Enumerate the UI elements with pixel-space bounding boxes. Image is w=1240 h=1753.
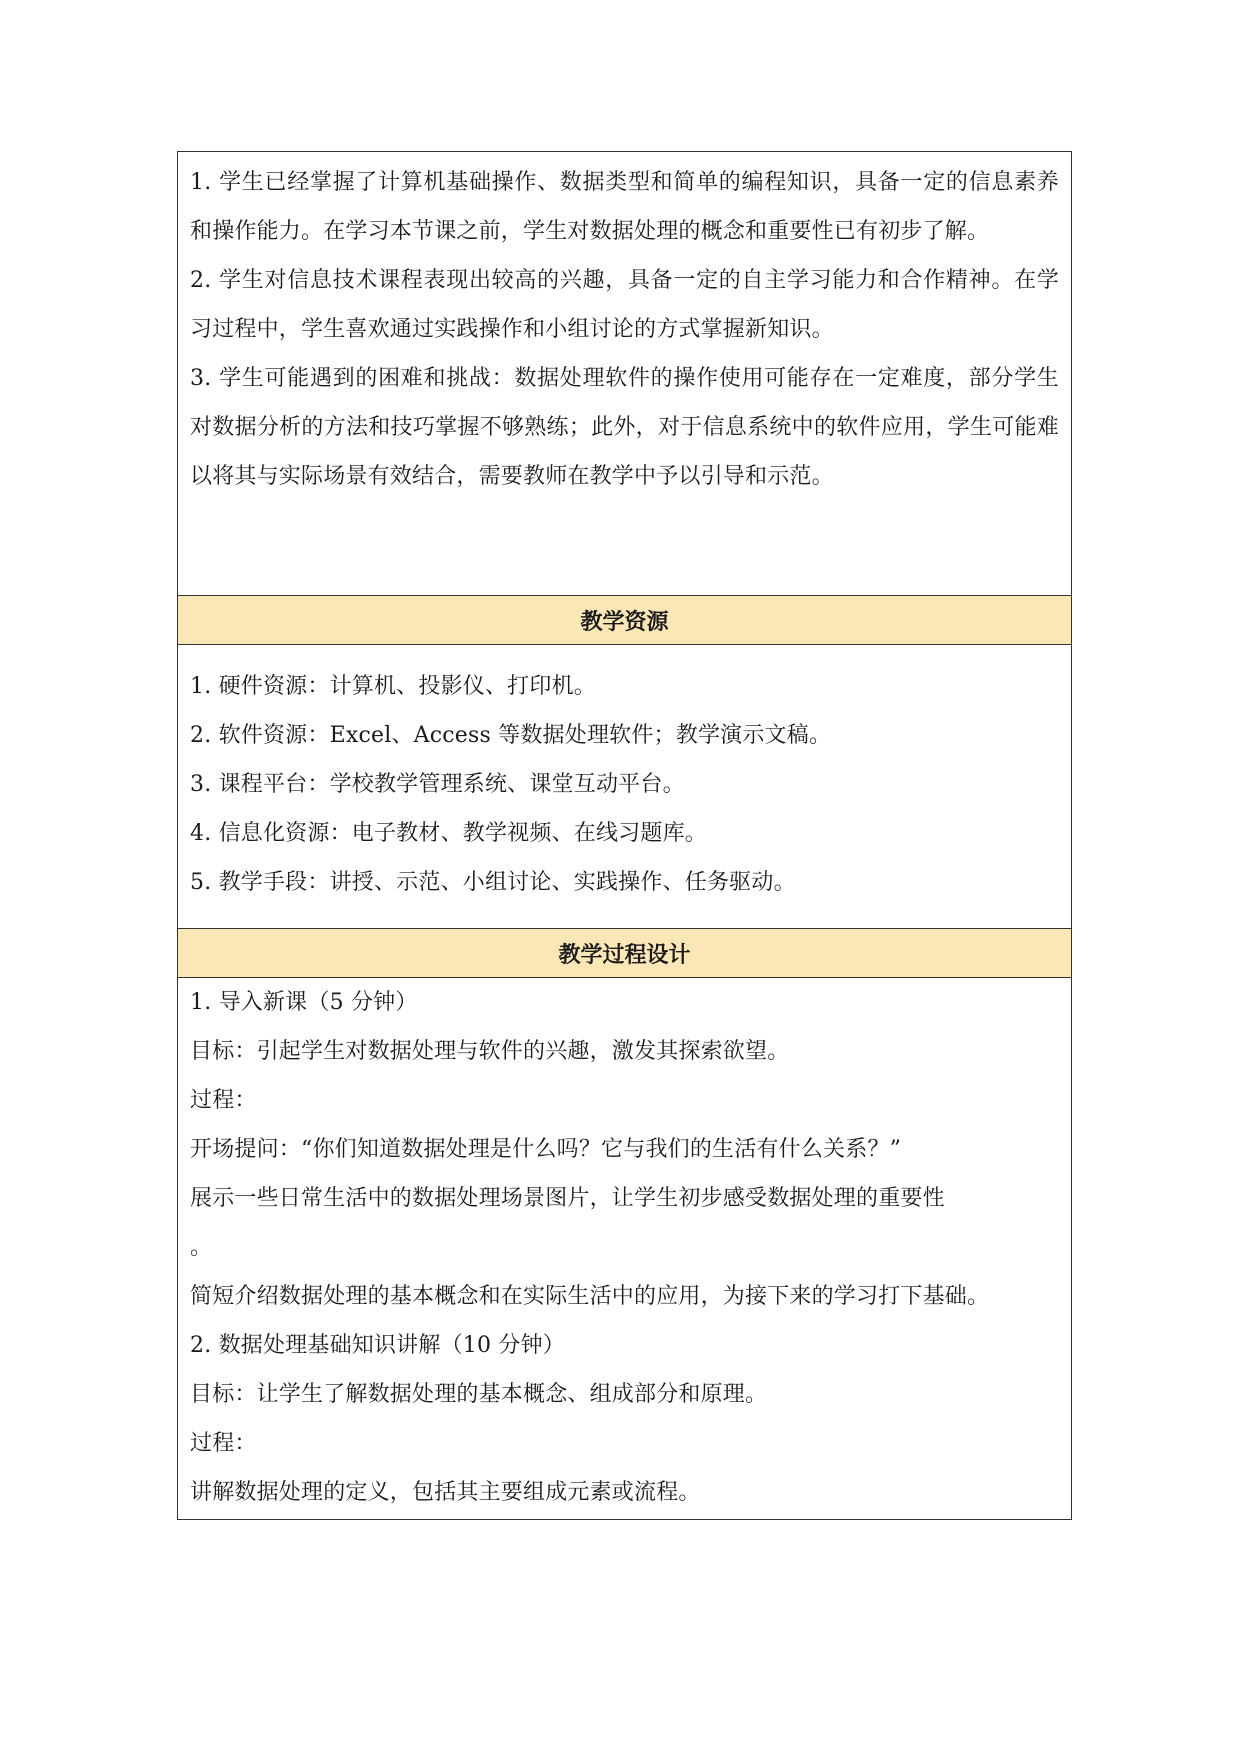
process-line-9: 目标：让学生了解数据处理的基本概念、组成部分和原理。 (190, 1382, 768, 1407)
resource-item-2: 2. 软件资源：Excel、Access 等数据处理软件；教学演示文稿。 (190, 723, 832, 748)
resource-item-1: 1. 硬件资源：计算机、投影仪、打印机。 (190, 674, 596, 699)
process-title: 教学过程设计 (558, 942, 691, 968)
resource-item-4: 4. 信息化资源：电子教材、教学视频、在线习题库。 (190, 821, 707, 846)
resources-title: 教学资源 (580, 609, 669, 635)
process-line-4: 开场提问：“你们知道数据处理是什么吗？它与我们的生活有什么关系？” (190, 1137, 902, 1162)
student-analysis-cell (178, 152, 1071, 595)
analysis-paragraph-3: 3. 学生可能遇到的困难和挑战：数据处理软件的操作使用可能存在一定难度，部分学生对数据分析的方法和技巧掌握不够熟练；此外，对于信息系统中的软件应用，学生可能难以将其与实际场景有效结合，需要教师在教学中予以引导和示范。 (190, 366, 1059, 489)
process-line-8: 2. 数据处理基础知识讲解（10 分钟） (190, 1333, 565, 1358)
process-line-3: 过程： (190, 1088, 257, 1113)
resources-cell (178, 644, 1071, 928)
process-line-2: 目标：引起学生对数据处理与软件的兴趣，激发其探索欲望。 (190, 1039, 790, 1064)
process-cell (178, 977, 1071, 1519)
process-line-11: 讲解数据处理的定义，包括其主要组成元素或流程。 (190, 1480, 701, 1505)
analysis-paragraph-1: 1. 学生已经掌握了计算机基础操作、数据类型和简单的编程知识，具备一定的信息素养和操作能力。在学习本节课之前，学生对数据处理的概念和重要性已有初步了解。 (190, 170, 1059, 244)
process-line-1: 1. 导入新课（5 分钟） (190, 990, 418, 1015)
process-line-10: 过程： (190, 1431, 257, 1456)
lesson-plan-table (177, 151, 1072, 1520)
analysis-paragraph-2: 2. 学生对信息技术课程表现出较高的兴趣，具备一定的自主学习能力和合作精神。在学习过程中，学生喜欢通过实践操作和小组讨论的方式掌握新知识。 (190, 268, 1059, 342)
process-line-7: 简短介绍数据处理的基本概念和在实际生活中的应用，为接下来的学习打下基础。 (190, 1284, 990, 1309)
process-header (178, 928, 1071, 977)
resource-item-5: 5. 教学手段：讲授、示范、小组讨论、实践操作、任务驱动。 (190, 870, 796, 895)
process-line-5: 展示一些日常生活中的数据处理场景图片，让学生初步感受数据处理的重要性 (190, 1186, 945, 1211)
process-line-6: 。 (190, 1235, 213, 1260)
resource-item-3: 3. 课程平台：学校教学管理系统、课堂互动平台。 (190, 772, 685, 797)
resources-header (178, 595, 1071, 644)
